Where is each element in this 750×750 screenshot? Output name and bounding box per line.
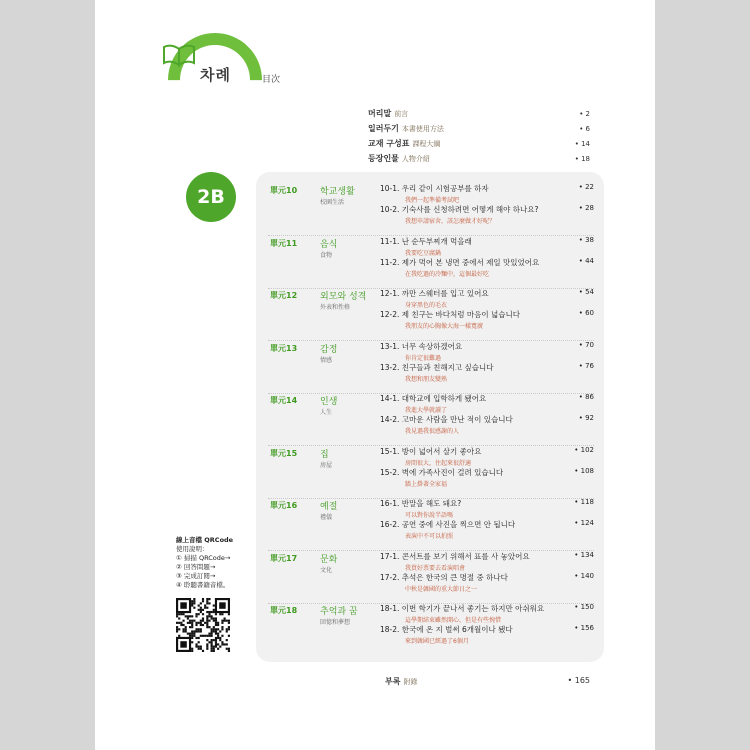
- appendix-item[interactable]: [385, 676, 590, 687]
- qr-code-icon[interactable]: [176, 598, 230, 658]
- lesson-subtitle: 我想申請宿舍，該怎麼做才好呢？: [405, 218, 496, 225]
- lesson-title: 17-2. 추석은 한국의 큰 명절 중 하나다: [380, 572, 508, 582]
- unit-title-zh: 文化: [320, 566, 333, 574]
- unit-section: [266, 603, 606, 655]
- unit-section: [266, 341, 606, 393]
- intro-item[interactable]: [368, 153, 590, 168]
- lesson-subtitle: 這學期結束雖然開心，但是有些惋惜: [405, 617, 502, 624]
- intro-item-ko: 머리말: [368, 109, 392, 118]
- lesson-item[interactable]: [380, 572, 594, 593]
- lesson-title: 18-2. 한국에 온 지 벌써 6개월이나 됐다: [380, 625, 513, 634]
- lesson-item[interactable]: [380, 467, 594, 488]
- unit-number: 單元14: [270, 396, 298, 405]
- appendix-page: • 165: [567, 676, 590, 685]
- unit-number: 單元16: [270, 501, 298, 510]
- unit-number: 單元11: [270, 238, 298, 248]
- appendix-zh: 附錄: [403, 678, 418, 686]
- lesson-title: 15-1. 방이 넓어서 살기 좋아요: [380, 446, 482, 456]
- lesson-title: 11-2. 제가 먹어 본 냉면 중에서 제일 맛있었어요: [380, 257, 540, 267]
- lesson-item[interactable]: [380, 519, 594, 540]
- toc-title-zh: 目次: [262, 75, 281, 85]
- lesson-subtitle: 你肯定很難過: [405, 354, 442, 362]
- unit-section: [266, 236, 606, 288]
- lesson-subtitle: 在我吃過的冷麵中，這個最好吃: [405, 270, 490, 278]
- lesson-title: 14-2. 고마운 사람을 만난 적이 있습니다: [380, 415, 513, 424]
- lesson-title: 14-1. 대학교에 입학하게 됐어요: [380, 394, 487, 403]
- lesson-subtitle: 牆上掛著全家福: [405, 480, 448, 488]
- lesson-page: • 134: [574, 550, 594, 559]
- lesson-page: • 150: [574, 603, 594, 611]
- lesson-page: • 76: [578, 361, 594, 370]
- lesson-title: 16-1. 반말을 해도 돼요?: [380, 499, 462, 508]
- intro-item-zh: 人物介紹: [401, 155, 430, 163]
- lesson-page: • 118: [574, 498, 594, 506]
- lesson-subtitle: 我們一起準備考試吧: [405, 197, 460, 204]
- unit-title-ko: 음식: [320, 239, 338, 250]
- lesson-item[interactable]: [380, 257, 594, 278]
- lesson-item[interactable]: [380, 393, 594, 414]
- unit-section: [266, 393, 606, 445]
- intro-item[interactable]: [368, 108, 590, 123]
- lesson-page: • 60: [578, 309, 594, 317]
- lesson-subtitle: 房間很大，住起來很舒適: [405, 459, 472, 467]
- unit-title-zh: 人生: [320, 409, 333, 416]
- lesson-page: • 22: [578, 183, 594, 191]
- qr-title: 線上音檔 QRCode: [176, 536, 234, 544]
- toc-title-ko: 차례: [200, 66, 231, 84]
- lesson-subtitle: 我買好票要去看演唱會: [405, 564, 466, 572]
- lesson-subtitle: 我要吃豆腐鍋: [405, 249, 442, 257]
- lesson-title: 12-2. 제 친구는 바다처럼 마음이 넓습니다: [380, 310, 520, 319]
- unit-title-zh: 回憶和夢想: [320, 619, 351, 626]
- lesson-title: 15-2. 벽에 가족사진이 걸려 있습니다: [380, 467, 504, 477]
- unit-title-ko: 외모와 성격: [320, 292, 367, 302]
- lesson-page: • 124: [574, 519, 594, 527]
- lesson-subtitle: 來到韓國已經過了6個月: [405, 638, 469, 645]
- lesson-title: 18-1. 이번 학기가 끝나서 좋기는 하지만 아쉬워요: [380, 604, 545, 613]
- unit-number: 單元12: [270, 291, 298, 300]
- lesson-item[interactable]: [380, 446, 594, 467]
- lesson-item[interactable]: [380, 183, 594, 204]
- lesson-item[interactable]: [380, 498, 594, 519]
- lesson-page: • 44: [578, 256, 594, 265]
- intro-item[interactable]: [368, 138, 590, 153]
- open-book-icon: [162, 43, 196, 67]
- lesson-title: 12-1. 까만 스웨터를 입고 있어요: [380, 289, 489, 298]
- lesson-item[interactable]: [380, 236, 594, 257]
- volume-badge: 2B: [186, 172, 236, 222]
- lesson-title: 11-1. 난 순두부찌개 먹을래: [380, 236, 472, 246]
- lesson-item[interactable]: [380, 624, 594, 645]
- unit-section: [266, 498, 606, 550]
- lesson-title: 10-2. 기숙사를 신청하려면 어떻게 해야 하나요?: [380, 205, 539, 214]
- unit-title-ko: 추억과 꿈: [320, 607, 358, 617]
- lesson-item[interactable]: [380, 341, 594, 362]
- intro-item[interactable]: [368, 123, 590, 138]
- intro-item-zh: 本書使用方法: [401, 125, 444, 133]
- unit-number: 單元18: [270, 606, 298, 615]
- unit-section: [266, 551, 606, 603]
- lesson-subtitle: 我見過我很感謝的人: [405, 428, 460, 435]
- lesson-page: • 54: [578, 288, 594, 296]
- qr-step: ③ 完成訂閱→: [176, 572, 216, 580]
- intro-item-page: • 18: [574, 155, 590, 163]
- qr-step: ④ 聆聽書籍音檔。: [176, 581, 230, 589]
- lesson-subtitle: 我想和朋友變熟: [405, 375, 448, 383]
- unit-title-ko: 문화: [320, 554, 338, 565]
- lesson-item[interactable]: [380, 551, 594, 572]
- intro-item-page: • 6: [579, 125, 590, 133]
- lesson-title: 13-2. 친구들과 친해지고 싶습니다: [380, 362, 494, 372]
- qr-step: ① 掃描 QRCode→: [176, 554, 231, 562]
- lesson-subtitle: 我進大學就讀了: [405, 407, 448, 414]
- lesson-page: • 92: [578, 414, 594, 422]
- unit-title-zh: 校園生活: [320, 199, 345, 206]
- lesson-title: 10-1. 우리 같이 시험공부를 하자: [380, 184, 489, 193]
- lesson-item[interactable]: [380, 309, 594, 330]
- lesson-item[interactable]: [380, 362, 594, 383]
- lesson-item[interactable]: [380, 603, 594, 624]
- lesson-item[interactable]: [380, 204, 594, 225]
- unit-title-zh: 外表和性格: [320, 304, 351, 311]
- unit-title-ko: 학교생활: [320, 187, 355, 197]
- lesson-subtitle: 中秋是韓國的重大節日之一: [405, 585, 478, 593]
- lesson-page: • 70: [578, 340, 594, 349]
- unit-number: 單元15: [270, 448, 298, 458]
- unit-title-zh: 食物: [320, 251, 333, 259]
- unit-number: 單元17: [270, 553, 298, 563]
- intro-item-zh: 前言: [394, 110, 409, 118]
- qr-subtitle: 使用說明：: [176, 545, 209, 553]
- lesson-subtitle: 表演中不可以拍照: [405, 533, 454, 540]
- lesson-title: 13-1. 너무 속상하겠어요: [380, 341, 463, 351]
- unit-number: 單元13: [270, 343, 298, 353]
- unit-title-ko: 감정: [320, 344, 338, 355]
- unit-title-zh: 禮儀: [320, 514, 333, 521]
- unit-number: 單元10: [270, 186, 298, 195]
- unit-section: [266, 446, 606, 498]
- unit-title-zh: 情感: [320, 356, 333, 364]
- lesson-title: 17-1. 콘서트를 보기 위해서 표를 사 놓았어요: [380, 551, 530, 561]
- intro-item-ko: 일러두기: [368, 124, 399, 133]
- lesson-item[interactable]: [380, 414, 594, 435]
- intro-item-page: • 2: [579, 110, 590, 118]
- lesson-subtitle: 身穿黑色的毛衣: [405, 302, 448, 309]
- unit-section: [266, 183, 606, 235]
- intro-item-ko: 등장인물: [368, 154, 399, 163]
- lesson-page: • 156: [574, 624, 594, 632]
- lesson-page: • 108: [574, 466, 594, 475]
- unit-title-ko: 인생: [320, 397, 338, 407]
- lesson-page: • 86: [578, 393, 594, 401]
- lesson-page: • 38: [578, 235, 594, 244]
- unit-title-ko: 집: [320, 449, 329, 460]
- lesson-page: • 28: [578, 204, 594, 212]
- lesson-page: • 102: [574, 445, 594, 454]
- lesson-subtitle: 我朋友的心胸像大海一樣寬廣: [405, 323, 484, 330]
- unit-section: [266, 288, 606, 340]
- unit-title-ko: 예절: [320, 502, 338, 512]
- lesson-page: • 140: [574, 571, 594, 580]
- qr-instructions: [176, 536, 233, 590]
- qr-step: ② 回答問題→: [176, 563, 216, 571]
- intro-item-page: • 14: [574, 140, 590, 148]
- intro-item-zh: 課程大綱: [412, 140, 441, 148]
- lesson-subtitle: 可以對你說半語嗎: [405, 512, 454, 519]
- intro-item-ko: 교재 구성표: [368, 139, 410, 148]
- appendix-ko: 부록: [385, 677, 401, 686]
- lesson-title: 16-2. 공연 중에 사진을 찍으면 안 됩니다: [380, 520, 516, 529]
- lesson-item[interactable]: [380, 288, 594, 309]
- intro-list: [368, 108, 590, 168]
- unit-title-zh: 房屋: [320, 461, 333, 469]
